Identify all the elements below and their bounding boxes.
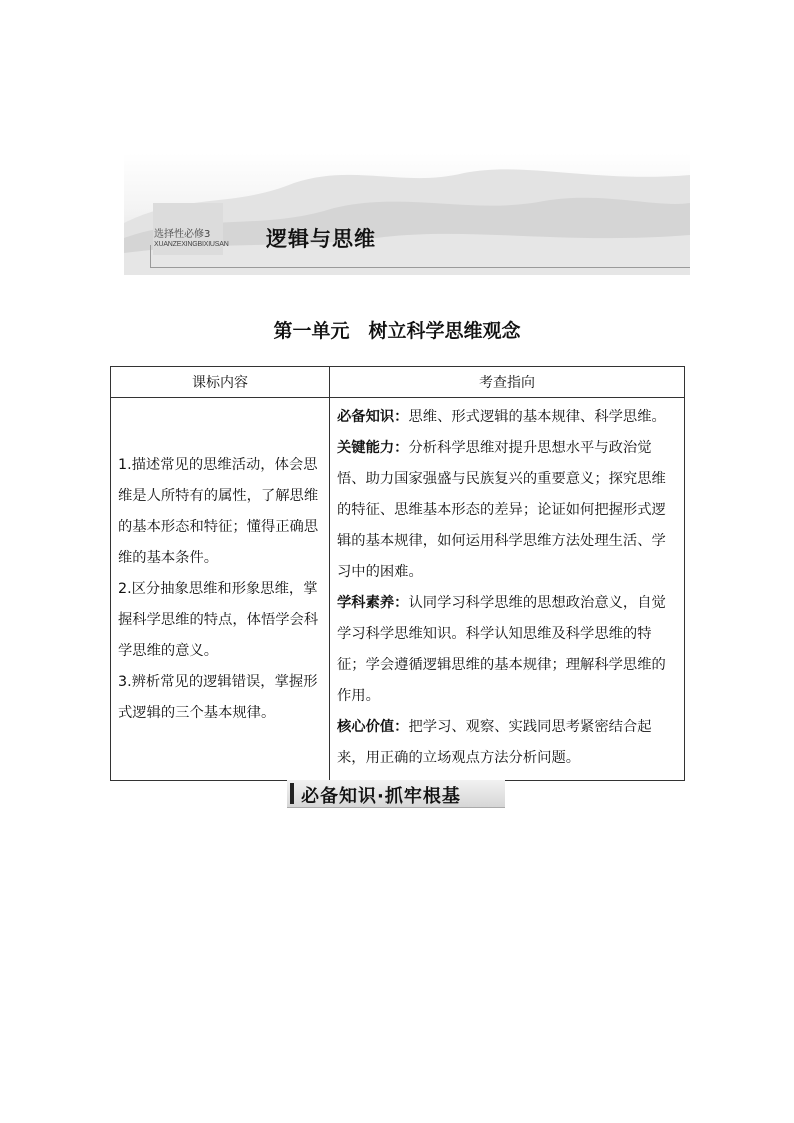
series-pinyin: XUANZEXINGBIXIUSAN xyxy=(154,241,229,248)
series-label: 选择性必修3 xyxy=(154,229,211,240)
list-item xyxy=(337,402,680,433)
table-row xyxy=(111,398,685,781)
book-title: 逻辑与思维 xyxy=(266,227,376,251)
curriculum-standards-cell xyxy=(111,398,330,781)
table-header-row xyxy=(111,367,685,398)
item-text: 分析科学思维对提升思想水平与政治觉悟、助力国家强盛与民族复兴的重要意义；探究思维的特征、思维基本形态的差异；论证如何把握形式逻辑的基本规律，如何运用科学思维方法处理生活、学习中的困难。 xyxy=(337,440,666,580)
divider xyxy=(150,267,690,268)
unit-title: 第一单元 树立科学思维观念 xyxy=(273,320,521,342)
list-item xyxy=(337,433,680,588)
item-label: 关键能力： xyxy=(337,440,409,456)
list-item xyxy=(337,588,680,712)
item-text: 思维、形式逻辑的基本规律、科学思维。 xyxy=(408,409,666,425)
column-header: 考查指向 xyxy=(330,367,685,398)
list-item: 2.区分抽象思维和形象思维，掌握科学思维的特点，体悟学会科学思维的意义。 xyxy=(118,580,319,659)
header-banner xyxy=(124,153,690,275)
list-item: 3.辨析常见的逻辑错误，掌握形式逻辑的三个基本规律。 xyxy=(118,673,318,721)
item-text: 认同学习科学思维的思想政治意义，自觉学习科学思维知识。科学认知思维及科学思维的特征；学会遵循逻辑思维的基本规律；理解科学思维的作用。 xyxy=(337,595,666,704)
divider xyxy=(150,245,151,268)
item-label: 必备知识： xyxy=(337,409,409,425)
curriculum-table xyxy=(110,366,685,781)
list-item: 1.描述常见的思维活动，体会思维是人所特有的属性，了解思维的基本形态和特征；懂得正确思维的基本条件。 xyxy=(118,456,319,566)
column-header: 课标内容 xyxy=(111,367,330,398)
assessment-focus-cell xyxy=(330,398,685,781)
section-heading-bar xyxy=(287,780,505,808)
item-label: 核心价值： xyxy=(337,719,409,735)
item-label: 学科素养： xyxy=(337,595,409,611)
section-heading: 必备知识·抓牢根基 xyxy=(301,786,461,807)
heading-marker-icon xyxy=(290,783,294,804)
item-text: 把学习、观察、实践同思考紧密结合起来，用正确的立场观点方法分析问题。 xyxy=(337,719,652,766)
list-item xyxy=(337,712,680,774)
